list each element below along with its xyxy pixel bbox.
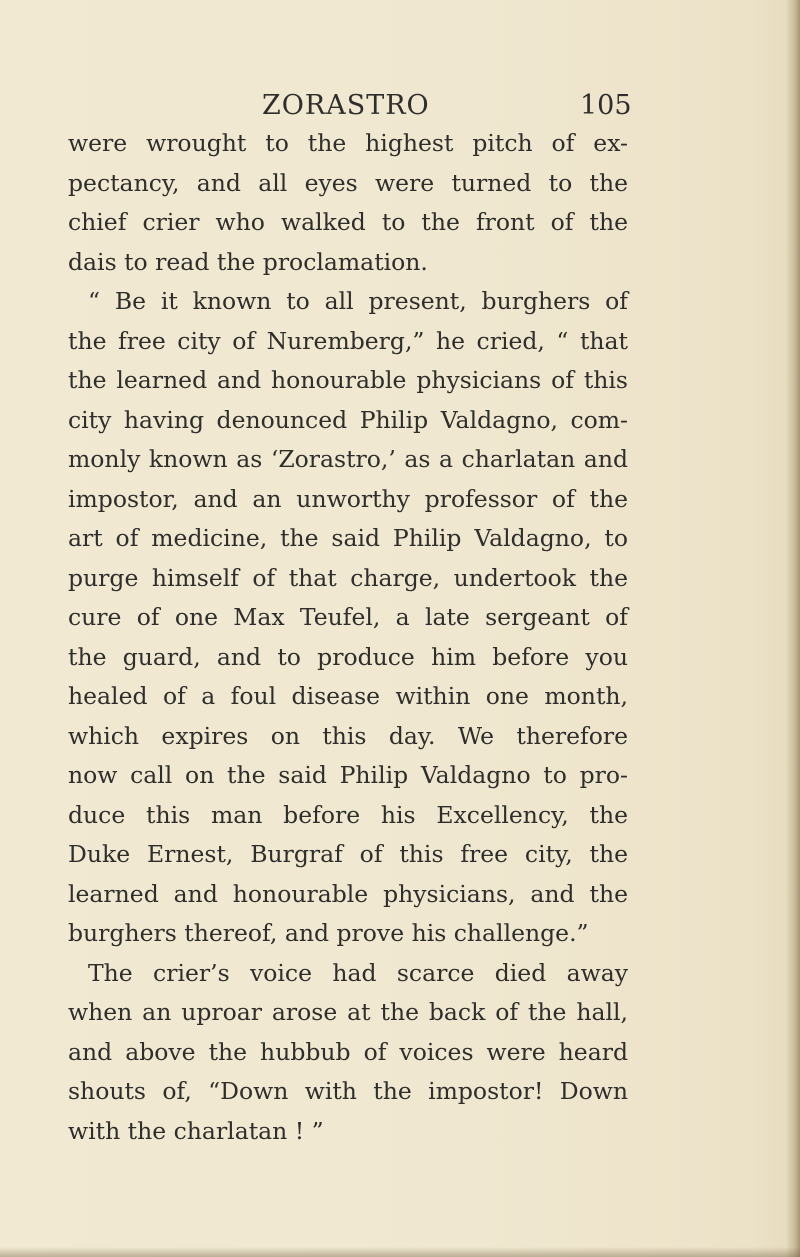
text-line: city having denounced Philip Valdagno, com- (68, 405, 628, 434)
text-line: with the charlatan ! ” (68, 1116, 324, 1145)
running-title: ZORASTRO (262, 90, 430, 121)
text-line: purge himself of that charge, undertook the (68, 563, 628, 592)
text-line: burghers thereof, and prove his challenge.” (68, 919, 589, 947)
body-text (68, 124, 628, 1151)
text-line: “ Be it known to all present, burghers of (88, 287, 628, 315)
text-line: Duke Ernest, Burgraf of this free city, the (68, 840, 628, 868)
text-line: chief crier who walked to the front of the (68, 208, 628, 236)
text-line: and above the hubbub of voices were heard (68, 1037, 628, 1066)
text-line: the learned and honourable physicians of this (68, 366, 628, 394)
page-bottom-shadow (0, 1247, 800, 1257)
text-line: duce this man before his Excellency, the (68, 800, 628, 829)
text-line: dais to read the proclamation. (68, 247, 428, 276)
text-line: learned and honourable physicians, and the (68, 879, 628, 908)
text-line: cure of one Max Teufel, a late sergeant of (68, 603, 628, 631)
running-head (0, 86, 800, 126)
text-line: now call on the said Philip Valdagno to pro- (68, 761, 628, 789)
page-edge-shadow (786, 0, 800, 1257)
text-line: impostor, and an unworthy professor of the (68, 484, 628, 513)
page-number: 105 (580, 90, 632, 121)
text-line: when an uproar arose at the back of the hall, (68, 998, 628, 1026)
text-line: the guard, and to produce him before you (68, 642, 628, 671)
text-line: monly known as ‘Zorastro,’ as a charlatan and (68, 445, 628, 473)
text-line: pectancy, and all eyes were turned to the (68, 168, 628, 197)
text-line: The crier’s voice had scarce died away (88, 958, 628, 987)
text-line: art of medicine, the said Philip Valdagno, to (68, 524, 628, 552)
text-line: healed of a foul disease within one month, (68, 682, 628, 710)
text-line: the free city of Nuremberg,” he cried, “ that (68, 326, 628, 355)
text-line: which expires on this day. We therefore (68, 721, 628, 750)
text-line: shouts of, “Down with the impostor! Down (68, 1077, 628, 1105)
text-line: were wrought to the highest pitch of ex- (68, 129, 628, 157)
